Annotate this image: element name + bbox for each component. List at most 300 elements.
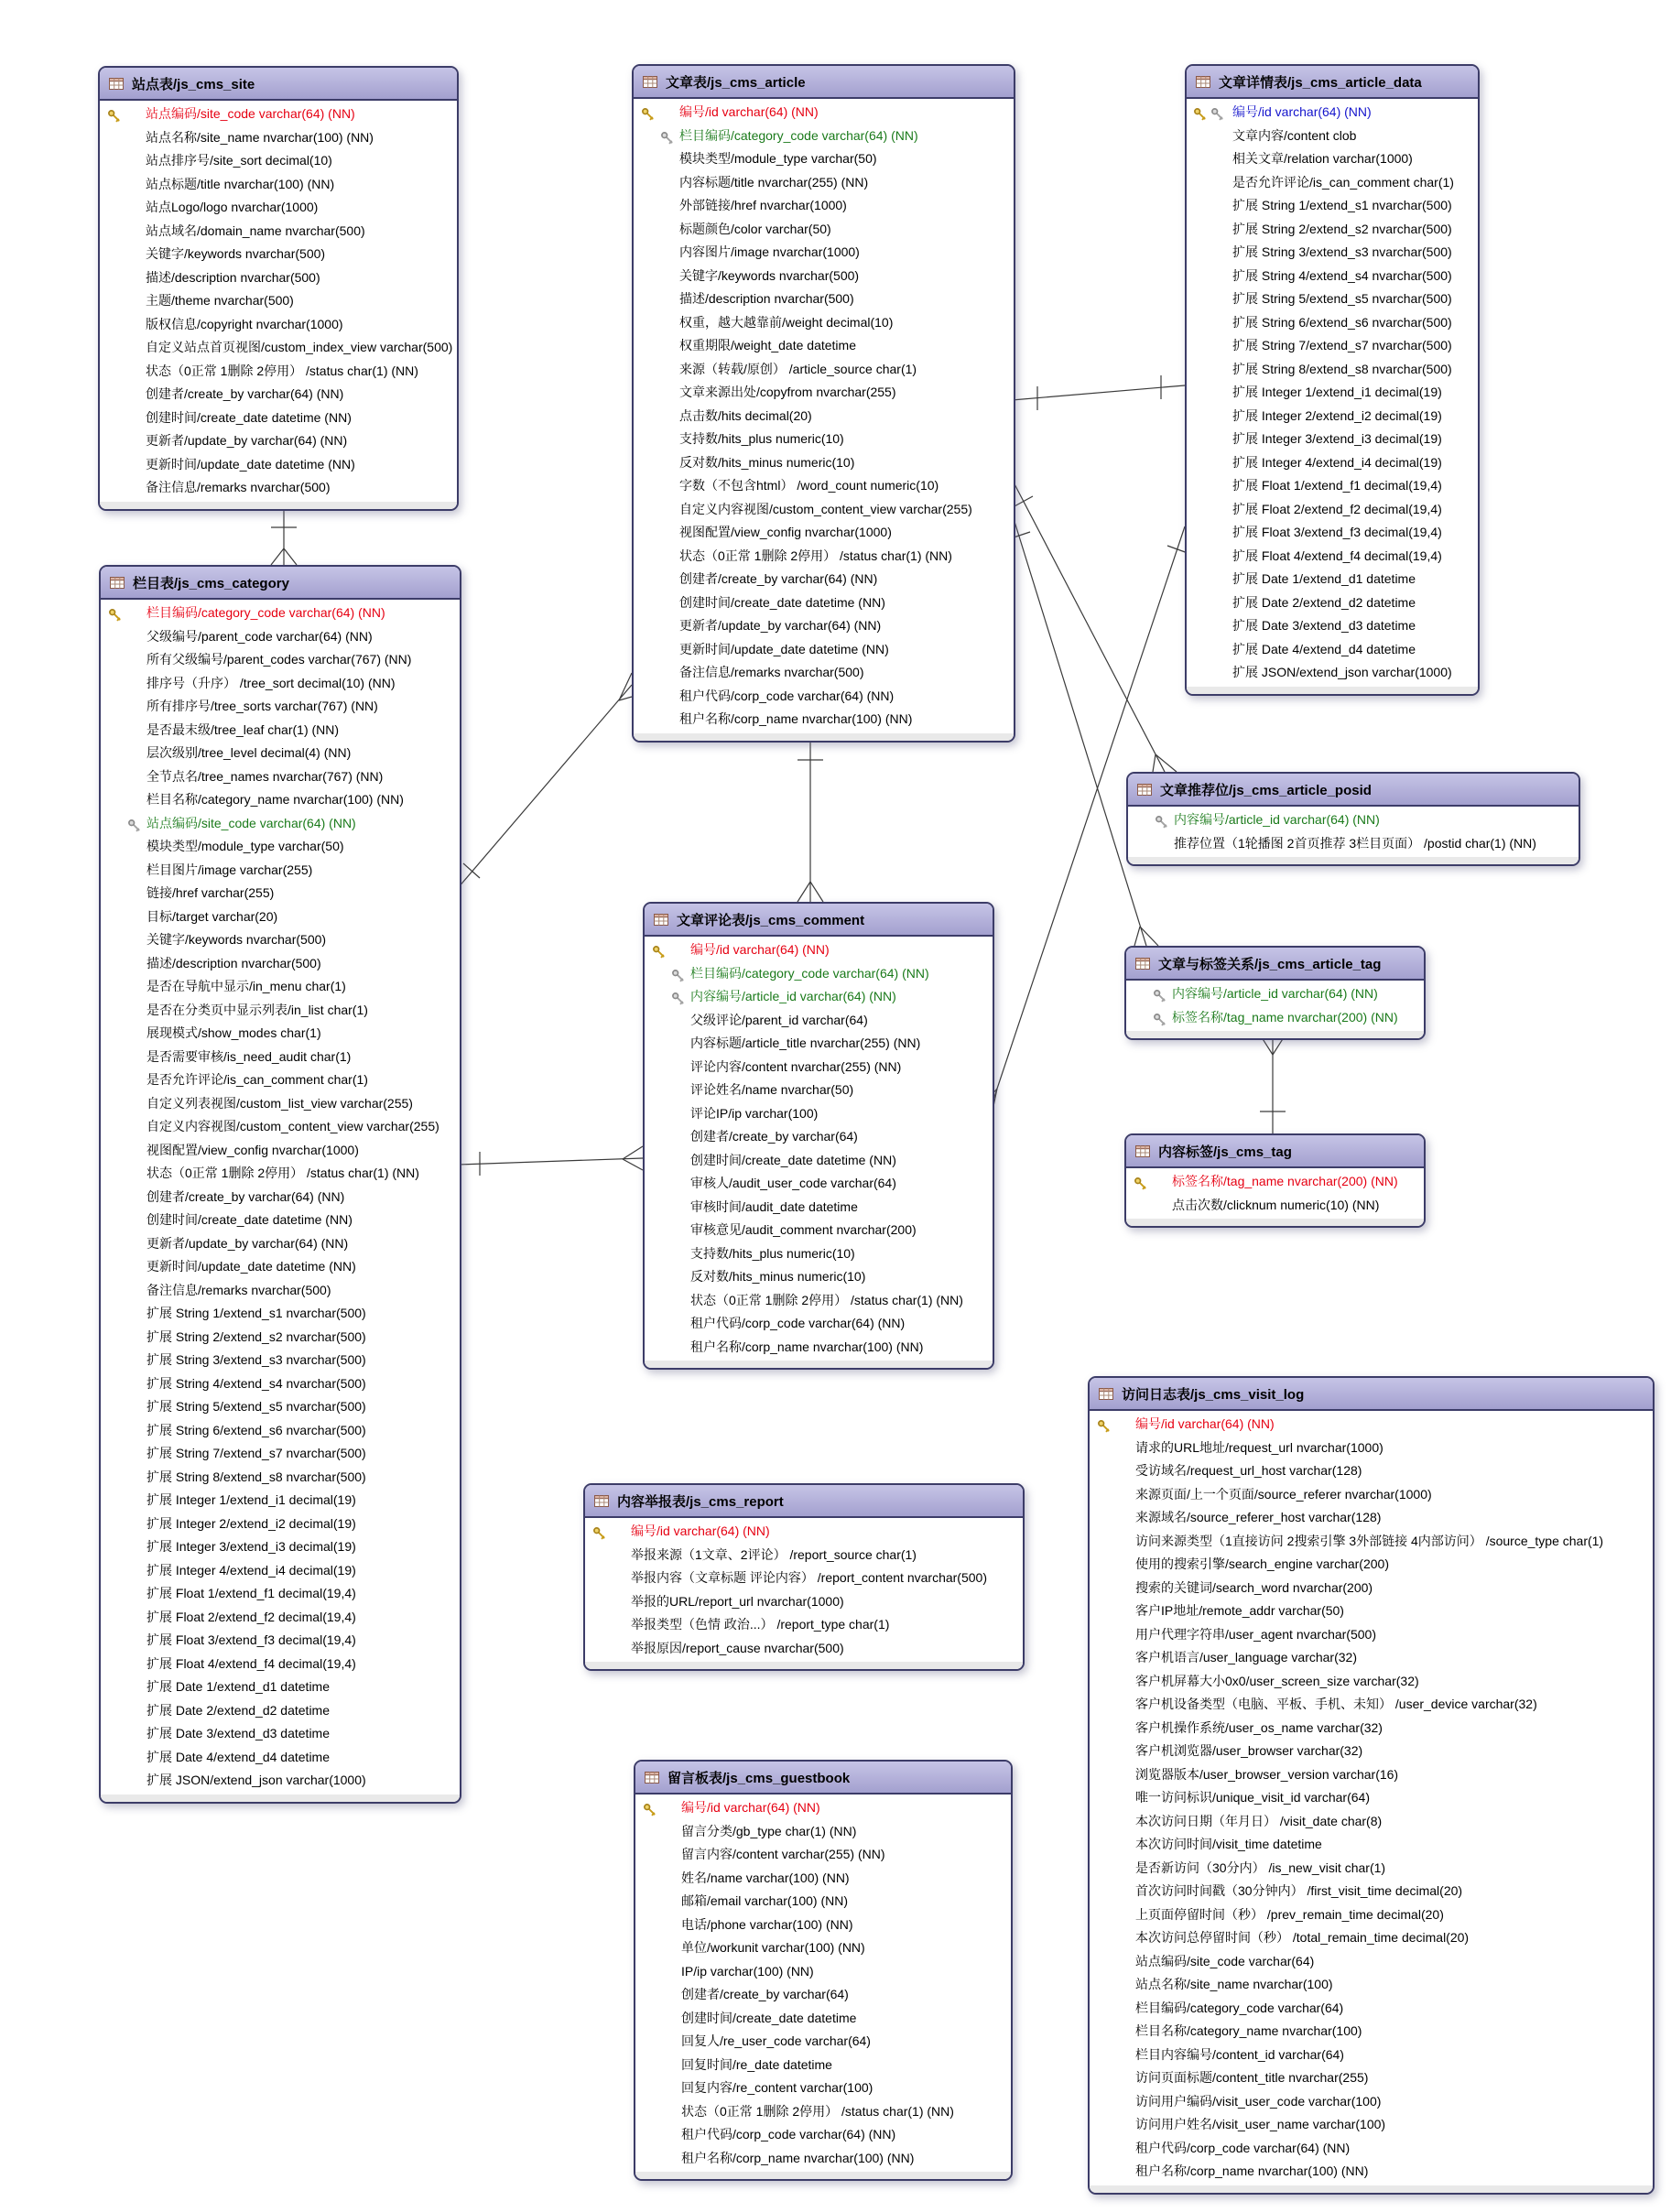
field-row[interactable] (1090, 1740, 1653, 1763)
field-text: 客户机操作系统/user_os_name varchar(32) (1135, 1719, 1383, 1735)
field-text: 扩展 String 8/extend_s8 nvarchar(500) (1232, 361, 1452, 376)
table-icon (1135, 958, 1150, 970)
field-row[interactable] (1187, 218, 1478, 242)
field-row[interactable] (101, 1186, 460, 1209)
field-row[interactable] (100, 266, 457, 290)
field-row[interactable] (101, 905, 460, 929)
field-row[interactable] (1090, 1857, 1653, 1881)
field-row[interactable] (1187, 591, 1478, 615)
field-row[interactable] (585, 1567, 1023, 1590)
field-row[interactable] (634, 101, 1014, 125)
field-row[interactable] (100, 173, 457, 197)
field-row[interactable] (100, 313, 457, 337)
field-row[interactable] (1090, 1413, 1653, 1437)
field-rows (1126, 981, 1424, 1029)
field-row[interactable] (645, 985, 993, 1009)
field-row[interactable] (634, 685, 1014, 709)
field-row[interactable] (101, 952, 460, 976)
table-icon (110, 577, 125, 589)
field-row[interactable] (635, 2054, 1011, 2077)
field-row[interactable] (101, 1046, 460, 1069)
field-text: 内容标题/title nvarchar(255) (NN) (679, 174, 869, 190)
field-text: 用户代理字符串/user_agent nvarchar(500) (1135, 1626, 1376, 1642)
field-row[interactable] (1126, 1194, 1424, 1218)
field-row[interactable] (635, 1983, 1011, 2007)
table-article_posid[interactable] (1126, 772, 1580, 866)
field-row[interactable] (1090, 1717, 1653, 1740)
field-row[interactable] (101, 928, 460, 952)
field-text: 备注信息/remarks nvarchar(500) (146, 480, 331, 494)
field-row[interactable] (1090, 1997, 1653, 2021)
field-row[interactable] (635, 2030, 1011, 2054)
field-text: 受访域名/request_url_host varchar(128) (1135, 1463, 1362, 1478)
field-rows (101, 600, 460, 1793)
table-article_data[interactable] (1185, 64, 1480, 696)
field-row[interactable] (100, 103, 457, 126)
table-title: 内容举报表/js_cms_report (617, 1493, 784, 1510)
field-row[interactable] (101, 1326, 460, 1350)
field-row[interactable] (1090, 1459, 1653, 1483)
field-text: 访问来源类型（1直接访问 2搜索引擎 3外部链接 4内部访问） /source_type char(1) (1135, 1533, 1604, 1548)
table-header[interactable] (1187, 66, 1478, 99)
field-text: 相关文章/relation varchar(1000) (1232, 151, 1413, 166)
field-row[interactable] (645, 1196, 993, 1220)
field-row[interactable] (101, 742, 460, 765)
field-text: 站点编码/site_code varchar(64) (1135, 1953, 1315, 1968)
field-row[interactable] (1090, 2113, 1653, 2137)
field-row[interactable] (101, 1582, 460, 1606)
field-row[interactable] (100, 289, 457, 313)
field-row[interactable] (101, 1302, 460, 1326)
field-row[interactable] (101, 1769, 460, 1793)
field-row[interactable] (1090, 1623, 1653, 1647)
field-row[interactable] (1090, 2090, 1653, 2114)
field-row[interactable] (634, 428, 1014, 451)
table-header[interactable] (100, 68, 457, 101)
field-row[interactable] (101, 765, 460, 789)
field-row[interactable] (101, 1022, 460, 1046)
table-visit_log[interactable] (1088, 1376, 1655, 2195)
field-row[interactable] (635, 1796, 1011, 1820)
field-text: 站点名称/site_name nvarchar(100) (NN) (146, 129, 374, 145)
field-row[interactable] (101, 695, 460, 719)
field-row[interactable] (1090, 2137, 1653, 2161)
field-row[interactable] (645, 1219, 993, 1242)
field-row[interactable] (634, 358, 1014, 382)
field-text: 编号/id varchar(64) (NN) (681, 1800, 820, 1815)
field-text: 是否新访问（30分内） /is_new_visit char(1) (1135, 1860, 1386, 1875)
table-header[interactable] (1126, 1135, 1424, 1168)
table-tag[interactable] (1124, 1133, 1426, 1228)
field-text: 扩展 String 3/extend_s3 nvarchar(500) (1232, 244, 1452, 259)
field-row[interactable] (100, 336, 457, 360)
field-row[interactable] (1090, 1553, 1653, 1577)
field-text: 栏目编码/category_code varchar(64) (NN) (690, 965, 929, 981)
field-row[interactable] (101, 1699, 460, 1723)
field-row[interactable] (101, 719, 460, 743)
field-row[interactable] (1090, 1973, 1653, 1997)
field-text: 链接/href varchar(255) (146, 885, 275, 900)
field-row[interactable] (1187, 241, 1478, 265)
field-row[interactable] (634, 614, 1014, 638)
field-row[interactable] (101, 788, 460, 812)
field-row[interactable] (635, 2007, 1011, 2031)
field-row[interactable] (101, 1139, 460, 1163)
field-row[interactable] (634, 241, 1014, 265)
field-text: 创建时间/create_date datetime (NN) (690, 1152, 896, 1167)
field-row[interactable] (1090, 1530, 1653, 1554)
relation-article-to-article-tag[interactable] (1008, 513, 1158, 946)
field-row[interactable] (100, 383, 457, 407)
field-row[interactable] (1090, 1810, 1653, 1834)
field-row[interactable] (101, 882, 460, 905)
field-row[interactable] (645, 1032, 993, 1056)
field-row[interactable] (634, 381, 1014, 405)
field-row[interactable] (100, 429, 457, 453)
field-text: 扩展 Float 1/extend_f1 decimal(19,4) (146, 1586, 356, 1600)
table-title: 文章详情表/js_cms_article_data (1219, 74, 1422, 91)
table-header[interactable] (645, 904, 993, 937)
field-row[interactable] (635, 1936, 1011, 1960)
field-row[interactable] (634, 591, 1014, 615)
field-row[interactable] (101, 1115, 460, 1139)
table-site[interactable] (98, 66, 459, 511)
field-row[interactable] (1090, 1833, 1653, 1857)
field-row[interactable] (1187, 171, 1478, 195)
table-header[interactable] (585, 1485, 1023, 1518)
field-row[interactable] (634, 171, 1014, 195)
field-text: 扩展 String 8/extend_s8 nvarchar(500) (146, 1469, 366, 1484)
field-text: 栏目名称/category_name nvarchar(100) (NN) (146, 792, 404, 807)
table-icon (1099, 1388, 1113, 1400)
field-row[interactable] (585, 1544, 1023, 1567)
field-text: 视图配置/view_config nvarchar(1000) (679, 525, 892, 539)
field-row[interactable] (645, 1102, 993, 1126)
field-row[interactable] (1090, 1950, 1653, 1974)
field-text: 扩展 Float 4/extend_f4 decimal(19,4) (146, 1655, 356, 1671)
field-text: 来源（转载/原创） /article_source char(1) (679, 361, 917, 376)
field-text: 本次访问总停留时间（秒） /total_remain_time decimal(20) (1135, 1930, 1470, 1945)
field-rows (1126, 1168, 1424, 1217)
field-row[interactable] (101, 1746, 460, 1770)
field-text: 留言内容/content varchar(255) (NN) (681, 1847, 885, 1861)
field-row[interactable] (100, 220, 457, 244)
field-row[interactable] (645, 1079, 993, 1102)
field-row[interactable] (1090, 1786, 1653, 1810)
field-row[interactable] (101, 1419, 460, 1443)
field-row[interactable] (1090, 1693, 1653, 1717)
field-row[interactable] (585, 1520, 1023, 1544)
field-row[interactable] (1187, 125, 1478, 148)
field-text: 扩展 Float 1/extend_f1 decimal(19,4) (1232, 478, 1442, 493)
field-row[interactable] (634, 545, 1014, 569)
field-row[interactable] (100, 196, 457, 220)
field-row[interactable] (635, 2123, 1011, 2147)
foreign-key-icon (660, 129, 674, 143)
field-text: 栏目内容编号/content_id varchar(64) (1135, 2046, 1344, 2062)
table-header[interactable] (1090, 1378, 1653, 1411)
field-text: 反对数/hits_minus numeric(10) (679, 454, 855, 470)
field-text: 关键字/keywords nvarchar(500) (146, 932, 327, 947)
field-row[interactable] (645, 962, 993, 986)
table-category[interactable] (99, 565, 461, 1804)
table-guestbook[interactable] (634, 1760, 1013, 2181)
field-row[interactable] (1187, 498, 1478, 522)
table-footer-strip (1128, 857, 1579, 864)
field-row[interactable] (1090, 2044, 1653, 2067)
field-row[interactable] (1090, 1437, 1653, 1460)
field-row[interactable] (101, 1606, 460, 1630)
table-report[interactable] (583, 1483, 1025, 1671)
field-row[interactable] (1187, 334, 1478, 358)
field-row[interactable] (1187, 358, 1478, 382)
field-row[interactable] (1187, 568, 1478, 591)
field-row[interactable] (1090, 1483, 1653, 1507)
field-row[interactable] (100, 453, 457, 477)
field-text: 编号/id varchar(64) (NN) (1232, 104, 1372, 119)
field-row[interactable] (101, 1675, 460, 1699)
relation-article-to-article-data[interactable] (1012, 375, 1185, 410)
table-title: 访问日志表/js_cms_visit_log (1122, 1386, 1305, 1403)
field-text: 点击次数/clicknum numeric(10) (NN) (1172, 1197, 1380, 1212)
field-text: 状态（0正常 1删除 2停用） /status char(1) (NN) (681, 2103, 954, 2119)
field-row[interactable] (101, 1559, 460, 1583)
field-row[interactable] (634, 125, 1014, 148)
field-row[interactable] (635, 1890, 1011, 1914)
field-row[interactable] (101, 602, 460, 625)
field-row[interactable] (634, 334, 1014, 358)
field-row[interactable] (645, 1265, 993, 1289)
field-row[interactable] (1126, 1170, 1424, 1194)
field-row[interactable] (645, 1289, 993, 1313)
field-row[interactable] (585, 1613, 1023, 1637)
table-footer-strip (1187, 687, 1478, 694)
field-row[interactable] (634, 287, 1014, 311)
field-row[interactable] (101, 1162, 460, 1186)
field-row[interactable] (1090, 1926, 1653, 1950)
table-header[interactable] (101, 567, 460, 600)
field-row[interactable] (634, 405, 1014, 428)
field-text: 备注信息/remarks nvarchar(500) (679, 665, 864, 679)
primary-key-icon (107, 107, 121, 121)
field-row[interactable] (645, 1009, 993, 1033)
field-row[interactable] (101, 1535, 460, 1559)
field-row[interactable] (1187, 311, 1478, 335)
field-row[interactable] (645, 1125, 993, 1149)
table-icon (1137, 784, 1152, 796)
field-text: 更新时间/update_date datetime (NN) (146, 1259, 356, 1274)
field-text: 模块类型/module_type varchar(50) (679, 151, 877, 166)
field-row[interactable] (645, 1149, 993, 1173)
field-row[interactable] (1090, 1880, 1653, 1903)
field-row[interactable] (1187, 194, 1478, 218)
field-row[interactable] (100, 243, 457, 266)
field-row[interactable] (101, 1395, 460, 1419)
field-row[interactable] (1090, 2020, 1653, 2044)
field-row[interactable] (100, 360, 457, 384)
field-row[interactable] (100, 126, 457, 150)
field-row[interactable] (634, 498, 1014, 522)
field-row[interactable] (645, 938, 993, 962)
relation-category-to-article[interactable] (458, 673, 632, 888)
field-row[interactable] (101, 812, 460, 836)
table-icon (1196, 76, 1210, 88)
field-row[interactable] (634, 451, 1014, 475)
field-row[interactable] (101, 835, 460, 859)
field-rows (635, 1795, 1011, 2170)
field-row[interactable] (101, 1349, 460, 1372)
field-text: 创建者/create_by varchar(64) (NN) (146, 386, 344, 401)
field-row[interactable] (635, 2100, 1011, 2124)
field-row[interactable] (1187, 521, 1478, 545)
field-row[interactable] (634, 568, 1014, 591)
field-row[interactable] (101, 1466, 460, 1490)
table-header[interactable] (1126, 948, 1424, 981)
field-row[interactable] (101, 1629, 460, 1653)
field-text: 唯一访问标识/unique_visit_id varchar(64) (1135, 1790, 1370, 1805)
field-row[interactable] (634, 521, 1014, 545)
field-row[interactable] (100, 476, 457, 500)
field-row[interactable] (1187, 265, 1478, 288)
field-text: 扩展 Date 4/extend_d4 datetime (1232, 641, 1416, 656)
field-row[interactable] (1187, 451, 1478, 475)
field-row[interactable] (1128, 832, 1579, 856)
field-row[interactable] (1128, 808, 1579, 832)
field-row[interactable] (635, 1867, 1011, 1891)
table-comment[interactable] (643, 902, 994, 1370)
field-row[interactable] (1187, 614, 1478, 638)
field-row[interactable] (1126, 1006, 1424, 1030)
field-row[interactable] (634, 218, 1014, 242)
field-row[interactable] (634, 147, 1014, 171)
field-row[interactable] (101, 1489, 460, 1513)
field-row[interactable] (1090, 1577, 1653, 1600)
field-row[interactable] (101, 1513, 460, 1536)
relation-site-to-category[interactable] (271, 504, 297, 565)
field-row[interactable] (101, 1372, 460, 1396)
field-row[interactable] (1187, 287, 1478, 311)
field-row[interactable] (634, 638, 1014, 662)
table-article[interactable] (632, 64, 1015, 743)
field-row[interactable] (101, 999, 460, 1023)
field-row[interactable] (1090, 1670, 1653, 1694)
field-row[interactable] (645, 1242, 993, 1266)
field-row[interactable] (634, 661, 1014, 685)
field-row[interactable] (101, 1279, 460, 1303)
field-row[interactable] (1090, 1599, 1653, 1623)
field-row[interactable] (1126, 982, 1424, 1006)
field-text: 目标/target varchar(20) (146, 908, 278, 924)
table-article_tag[interactable] (1124, 946, 1426, 1040)
field-row[interactable] (634, 708, 1014, 732)
foreign-key-icon (1153, 987, 1166, 1001)
field-row[interactable] (101, 1653, 460, 1676)
field-row[interactable] (100, 407, 457, 430)
field-row[interactable] (1187, 545, 1478, 569)
relation-article-to-comment[interactable] (798, 737, 823, 902)
field-row[interactable] (645, 1172, 993, 1196)
field-row[interactable] (101, 625, 460, 649)
relation-category-to-comment[interactable] (458, 1146, 643, 1176)
field-row[interactable] (1090, 1763, 1653, 1787)
field-row[interactable] (635, 1914, 1011, 1937)
field-row[interactable] (101, 859, 460, 883)
field-row[interactable] (1090, 1506, 1653, 1530)
field-text: 标题颜色/color varchar(50) (679, 221, 831, 236)
field-text: 扩展 Integer 1/extend_i1 decimal(19) (146, 1492, 356, 1507)
table-header[interactable] (1128, 774, 1579, 807)
table-title: 文章表/js_cms_article (666, 74, 806, 91)
field-row[interactable] (1187, 638, 1478, 662)
field-row[interactable] (634, 474, 1014, 498)
field-row[interactable] (635, 1843, 1011, 1867)
field-row[interactable] (635, 2147, 1011, 2171)
field-row[interactable] (101, 1068, 460, 1092)
field-text: 创建时间/create_date datetime (NN) (146, 409, 352, 425)
field-row[interactable] (585, 1637, 1023, 1661)
field-row[interactable] (101, 1255, 460, 1279)
field-row[interactable] (1187, 101, 1478, 125)
field-row[interactable] (1187, 428, 1478, 451)
field-row[interactable] (1090, 1903, 1653, 1927)
field-row[interactable] (1090, 1646, 1653, 1670)
foreign-key-icon (671, 967, 685, 981)
field-text: 租户代码/corp_code varchar(64) (NN) (1135, 2140, 1351, 2155)
field-row[interactable] (1187, 381, 1478, 405)
field-row[interactable] (635, 1960, 1011, 1984)
field-text: 姓名/name varchar(100) (NN) (681, 1870, 850, 1885)
table-footer-strip (1090, 2185, 1653, 2193)
field-row[interactable] (645, 1056, 993, 1079)
field-row[interactable] (585, 1590, 1023, 1614)
relation-tag-to-article-tag[interactable] (1260, 1035, 1286, 1133)
field-text: 扩展 JSON/extend_json varchar(1000) (1232, 665, 1452, 679)
field-row[interactable] (635, 1820, 1011, 1844)
field-row[interactable] (101, 1209, 460, 1232)
field-text: 所有排序号/tree_sorts varchar(767) (NN) (146, 699, 378, 713)
field-row[interactable] (101, 672, 460, 696)
field-text: 是否在导航中显示/in_menu char(1) (146, 979, 346, 993)
field-row[interactable] (634, 311, 1014, 335)
field-row[interactable] (100, 149, 457, 173)
field-row[interactable] (101, 1092, 460, 1116)
field-row[interactable] (634, 265, 1014, 288)
field-row[interactable] (1187, 661, 1478, 685)
field-text: 使用的搜索引擎/search_engine varchar(200) (1135, 1556, 1389, 1571)
field-row[interactable] (101, 975, 460, 999)
field-text: 客户机语言/user_language varchar(32) (1135, 1650, 1357, 1664)
field-row[interactable] (634, 194, 1014, 218)
field-row[interactable] (1187, 147, 1478, 171)
field-row[interactable] (645, 1312, 993, 1336)
field-row[interactable] (1187, 405, 1478, 428)
field-row[interactable] (101, 1232, 460, 1256)
table-header[interactable] (634, 66, 1014, 99)
field-row[interactable] (101, 648, 460, 672)
field-row[interactable] (645, 1336, 993, 1360)
field-text: 扩展 Float 3/extend_f3 decimal(19,4) (146, 1632, 356, 1647)
table-footer-strip (635, 2172, 1011, 2179)
field-row[interactable] (635, 2076, 1011, 2100)
table-header[interactable] (635, 1762, 1011, 1795)
field-row[interactable] (1187, 474, 1478, 498)
field-row[interactable] (101, 1442, 460, 1466)
field-text: 自定义站点首页视图/custom_index_view varchar(500) (146, 340, 453, 354)
field-row[interactable] (101, 1722, 460, 1746)
field-row[interactable] (1090, 2160, 1653, 2184)
field-text: 举报内容（文章标题 评论内容） /report_content nvarchar(500) (631, 1570, 987, 1585)
field-row[interactable] (1090, 2066, 1653, 2090)
